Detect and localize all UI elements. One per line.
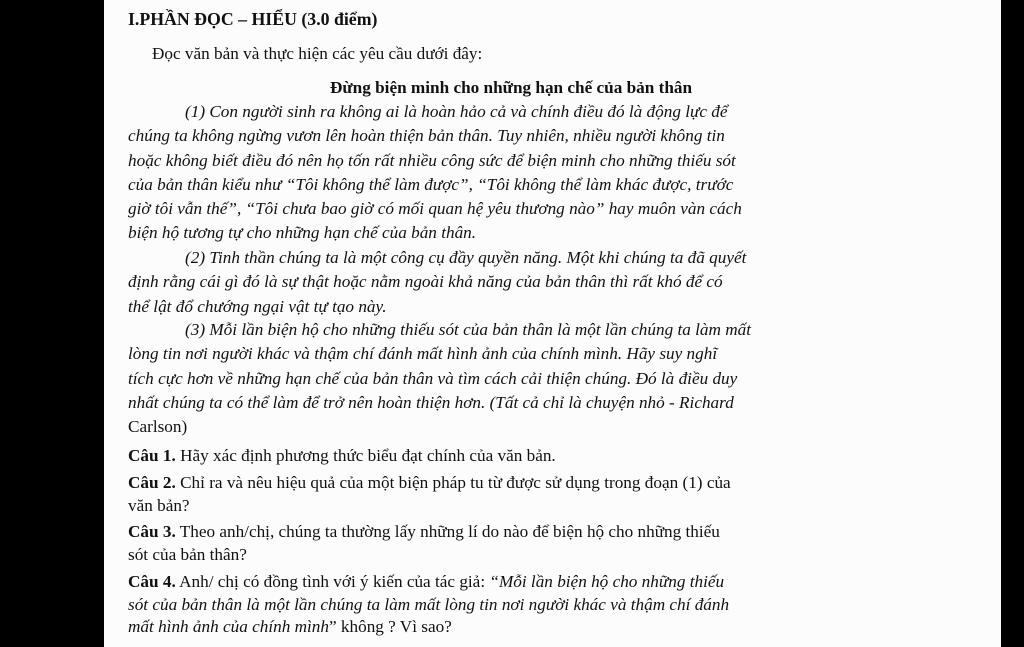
paragraph-line: giờ tôi vẫn thế”, “Tôi chưa bao giờ có mối quan hệ yêu thương nào” hay muôn vàn cách — [128, 199, 742, 219]
question-text: văn bản? — [128, 495, 190, 515]
paragraph-line: (1) Con người sinh ra không ai là hoàn hảo cả và chính điều đó là động lực để — [185, 102, 728, 121]
passage-paragraph-3 — [128, 318, 888, 439]
question-text: Anh/ chị có đồng tình với ý kiến của tác giả: — [175, 572, 490, 591]
question-label: Câu 1. — [128, 446, 176, 465]
passage-paragraph-1 — [128, 100, 888, 246]
paragraph-line: Carlson) — [128, 417, 188, 437]
question-2 — [128, 472, 888, 517]
paragraph-line: thể lật đổ chướng ngại vật tự tạo này. — [128, 296, 387, 316]
section-heading: I.PHẦN ĐỌC – HIỂU (3.0 điểm) — [128, 9, 378, 29]
question-label: Câu 4. — [128, 572, 176, 591]
document-page — [104, 0, 1001, 647]
question-text: sót của bản thân? — [128, 544, 247, 564]
paragraph-line: nhất chúng ta có thể làm để trở nên hoàn thiện hơn. (Tất cả chỉ là chuyện nhỏ - Richard — [128, 392, 734, 412]
passage-paragraph-2 — [128, 246, 888, 319]
question-text: ” không ? Vì sao? — [328, 617, 452, 636]
paragraph-line: lòng tin nơi người khác và thậm chí đánh mất hình ảnh của chính mình. Hãy suy nghĩ — [128, 344, 718, 364]
question-4 — [128, 571, 888, 639]
question-3 — [128, 521, 888, 566]
paragraph-line: tích cực hơn về những hạn chế của bản thân và tìm cách cải thiện chúng. Đó là điều duy — [128, 368, 738, 388]
paragraph-line: hoặc không biết điều đó nên họ tốn rất nhiều công sức để biện minh cho những thiếu sót — [128, 150, 736, 170]
question-text: Theo anh/chị, chúng ta thường lấy những lí do nào để biện hộ cho những thiếu — [175, 522, 720, 541]
question-text: Chỉ ra và nêu hiệu quả của một biện pháp tu từ được sử dụng trong đoạn (1) của — [175, 473, 731, 492]
question-quote: mất hình ảnh của chính mình — [128, 617, 329, 636]
paragraph-line: (2) Tinh thần chúng ta là một công cụ đầy quyền năng. Một khi chúng ta đã quyết — [185, 248, 747, 267]
question-label: Câu 3. — [128, 522, 176, 541]
paragraph-line: biện hộ tương tự cho những hạn chế của bản thân. — [128, 223, 477, 243]
question-label: Câu 2. — [128, 473, 176, 492]
question-quote: sót của bản thân là một lần chúng ta làm mất lòng tin nơi người khác và thậm chí đánh — [128, 594, 730, 614]
paragraph-line: chúng ta không ngừng vươn lên hoàn thiện bản thân. Tuy nhiên, nhiều người không tin — [128, 126, 725, 146]
paragraph-line: của bản thân kiểu như “Tôi không thể làm được”, “Tôi không thể làm khác được, trước — [128, 174, 734, 194]
instruction-text: Đọc văn bản và thực hiện các yêu cầu dưới đây: — [152, 44, 483, 63]
question-text: Hãy xác định phương thức biểu đạt chính của văn bản. — [175, 446, 556, 465]
passage-title: Đừng biện minh cho những hạn chế của bản thân — [329, 78, 693, 97]
question-quote: “Mỗi lần biện hộ cho những thiếu — [489, 572, 725, 591]
paragraph-line: (3) Mỗi lần biện hộ cho những thiếu sót của bản thân là một lần chúng ta làm mất — [185, 320, 752, 339]
paragraph-line: định rằng cái gì đó là sự thật hoặc nằm ngoài khả năng của bản thân thì rất khó để có — [128, 272, 723, 292]
question-1 — [128, 445, 888, 468]
